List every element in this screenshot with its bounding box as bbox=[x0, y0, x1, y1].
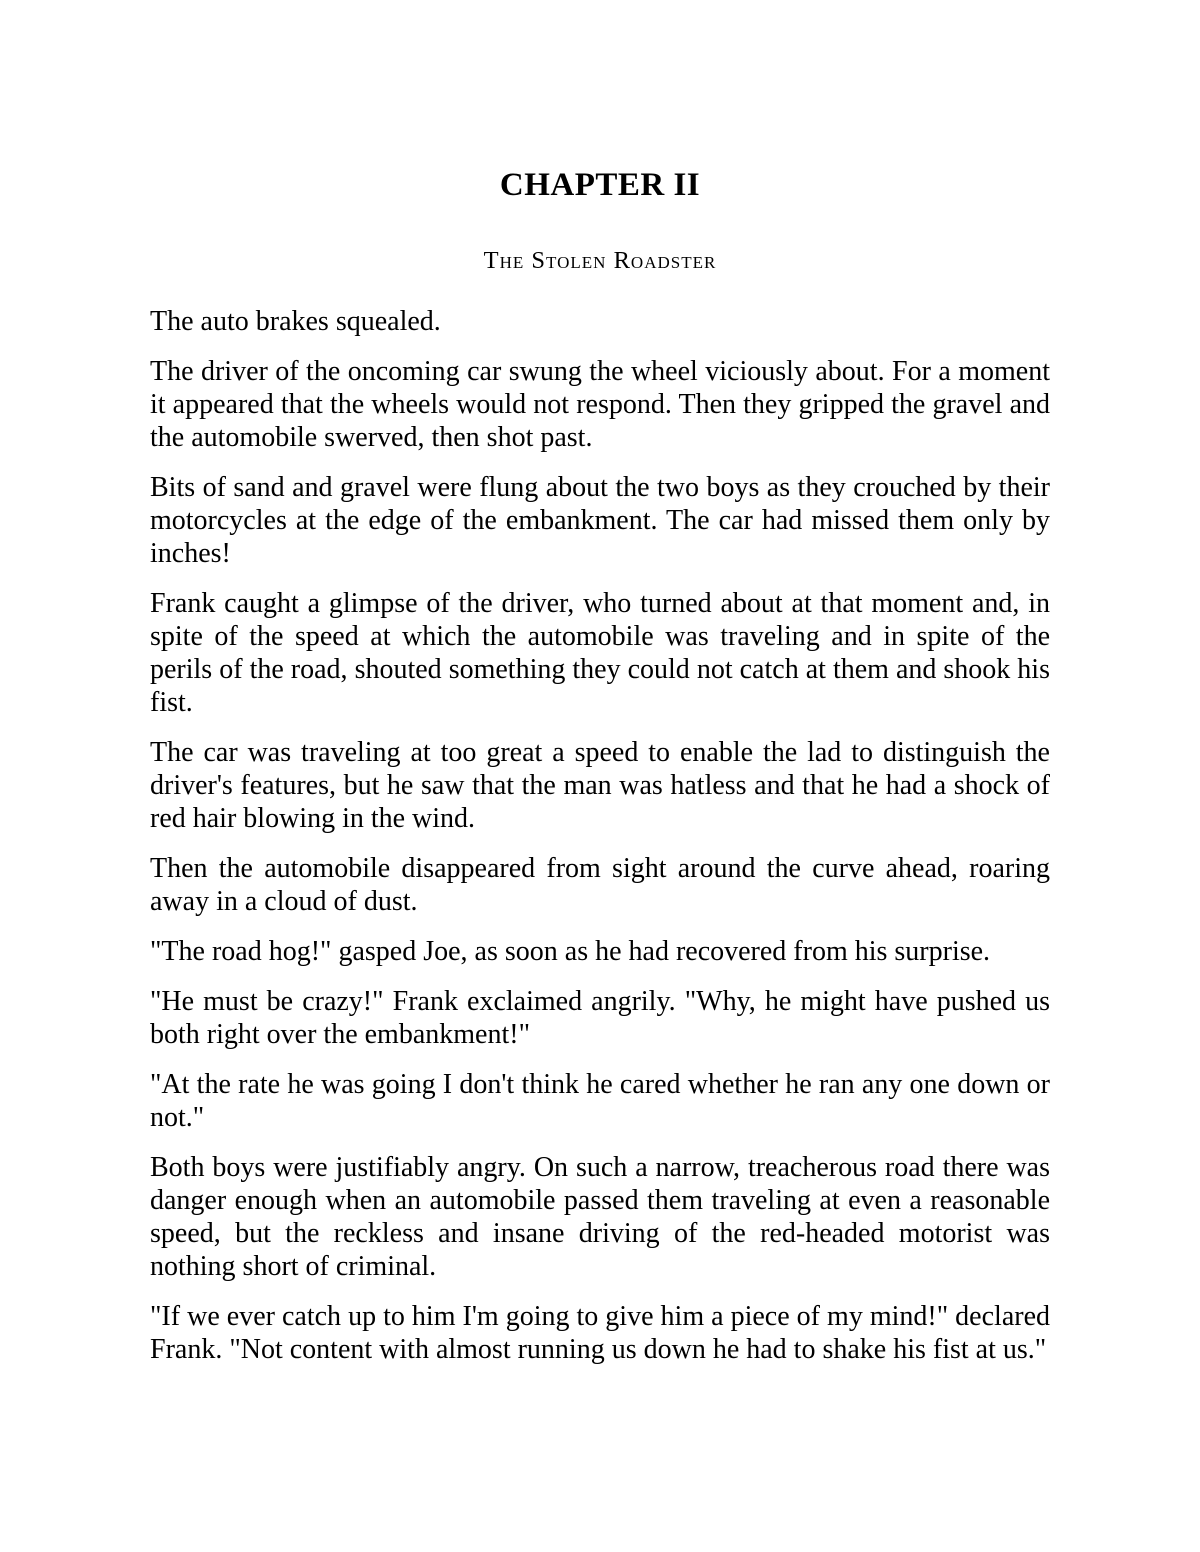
chapter-title: CHAPTER II bbox=[499, 167, 701, 203]
paragraph: "If we ever catch up to him I'm going to give him a piece of my mind!" declared Frank. "Not content with almost running us down he had to shake his fist at us." bbox=[150, 1300, 1050, 1365]
chapter-body bbox=[150, 305, 1050, 1366]
paragraph: "At the rate he was going I don't think he cared whether he ran any one down or not." bbox=[150, 1068, 1050, 1133]
book-page bbox=[150, 0, 1050, 1366]
paragraph: The car was traveling at too great a speed to enable the lad to distinguish the driver's features, but he saw that the man was hatless and that he had a shock of red hair blowing in the wind. bbox=[150, 736, 1050, 834]
paragraph: "He must be crazy!" Frank exclaimed angrily. "Why, he might have pushed us both right over the embankment!" bbox=[150, 985, 1050, 1050]
paragraph: Bits of sand and gravel were flung about the two boys as they crouched by their motorcycles at the edge of the embankment. The car had missed them only by inches! bbox=[150, 471, 1050, 569]
paragraph: Then the automobile disappeared from sight around the curve ahead, roaring away in a cloud of dust. bbox=[150, 852, 1050, 917]
paragraph: The auto brakes squealed. bbox=[150, 305, 441, 337]
paragraph: Both boys were justifiably angry. On such a narrow, treacherous road there was danger enough when an automobile passed them traveling at even a reasonable speed, but the reckless and insane driving of the red-headed motorist was nothing short of criminal. bbox=[150, 1151, 1050, 1282]
paragraph: Frank caught a glimpse of the driver, who turned about at that moment and, in spite of the speed at which the automobile was traveling and in spite of the perils of the road, shouted something they could not catch at them and shook his fist. bbox=[150, 587, 1050, 718]
chapter-subtitle: The Stolen Roadster bbox=[483, 246, 717, 274]
paragraph: "The road hog!" gasped Joe, as soon as he had recovered from his surprise. bbox=[150, 935, 991, 967]
paragraph: The driver of the oncoming car swung the wheel viciously about. For a moment it appeared that the wheels would not respond. Then they gripped the gravel and the automobile swerved, then shot past. bbox=[150, 355, 1050, 453]
